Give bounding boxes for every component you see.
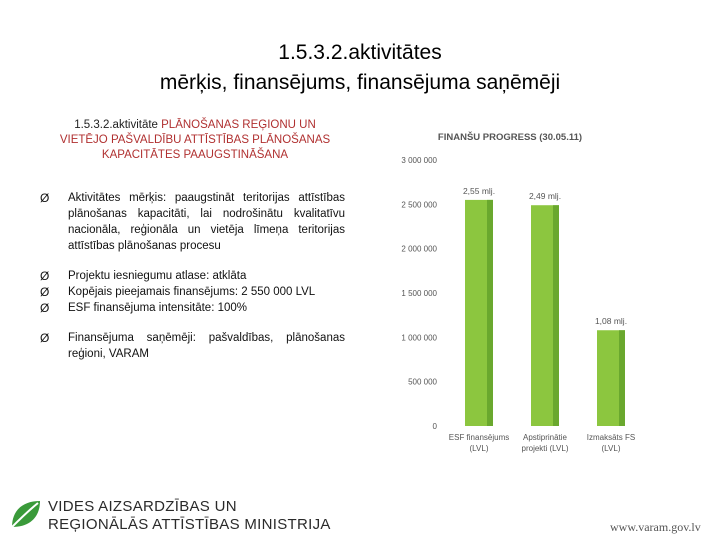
category-label: (LVL) (601, 444, 621, 453)
title-line-2: mērķis, finansējums, finansējuma saņēmēji (159, 71, 561, 94)
bullet-selection (40, 268, 345, 284)
bullet-intensity (40, 300, 345, 316)
ministry-name-line-2: REĢIONĀLĀS ATTĪSTĪBAS MINISTRIJA (48, 516, 331, 533)
leaf-logo-icon (8, 497, 44, 533)
title-line-1: 1.5.3.2.aktivitātes (278, 41, 442, 64)
activity-name-line-1: PLĀNOŠANAS REĢIONU UN (161, 119, 316, 131)
spacer (40, 316, 345, 330)
y-tick-label: 2 500 000 (401, 200, 437, 210)
y-tick-label: 500 000 (408, 377, 437, 387)
arrow-bullet-icon: Ø (40, 285, 50, 299)
activity-prefix: 1.5.3.2.aktivitāte (74, 119, 162, 131)
bar-shade (553, 205, 559, 426)
bullet-text: Kopējais pieejamais finansējums: 2 550 000 LVL (68, 286, 316, 298)
arrow-bullet-icon: Ø (40, 191, 50, 205)
bullet-list (40, 190, 345, 362)
data-label: 2,49 mlj. (528, 191, 562, 202)
category-label: ESF finansējums (448, 433, 510, 442)
arrow-bullet-icon: Ø (40, 301, 50, 315)
arrow-bullet-icon: Ø (40, 331, 50, 345)
arrow-bullet-icon: Ø (40, 269, 50, 283)
category-label: (LVL) (469, 444, 489, 453)
chart-title: FINANŠU PROGRESS (30.05.11) (437, 132, 583, 143)
y-tick-label: 1 000 000 (401, 333, 437, 343)
data-label: 2,55 mlj. (462, 185, 496, 196)
y-tick-label: 0 (432, 422, 437, 431)
bar-shade (619, 330, 625, 426)
ministry-name (48, 498, 331, 534)
bullet-text: ESF finansējuma intensitāte: 100% (68, 302, 247, 314)
bullet-text: Finansējuma saņēmēji: pašvaldības, plānošanas reģioni, VARAM (68, 332, 345, 360)
bar-shade (487, 200, 493, 426)
category-label: Izmaksāts FS (586, 433, 636, 442)
bullet-text: Projektu iesniegumu atlase: atklāta (68, 270, 247, 282)
activity-name-line-2: VIETĒJO PAŠVALDĪBU ATTĪSTĪBAS PLĀNOŠANAS (59, 134, 331, 146)
slide-title (100, 38, 620, 98)
bullet-funding (40, 284, 345, 300)
y-tick-label: 2 000 000 (401, 244, 437, 254)
bullet-recipients (40, 330, 345, 362)
website-url: www.varam.gov.lv (610, 520, 701, 534)
spacer (40, 254, 345, 268)
ministry-name-line-1: VIDES AIZSARDZĪBAS UN (48, 498, 237, 515)
category-label: Apstiprinātie (522, 433, 568, 442)
finance-progress-chart (385, 145, 675, 465)
bullet-goal (40, 190, 345, 254)
activity-heading (40, 118, 350, 163)
bullet-text: Aktivitātes mērķis: paaugstināt teritorijas attīstības plānošanas kapacitāti, lai nodrošinātu kvalitatīvu nacionāla, reģionāla un vietēja līmeņa teritorijas attīstības plānošanas procesu (68, 192, 345, 252)
y-tick-label: 3 000 000 (401, 156, 437, 165)
data-label: 1,08 mlj. (594, 316, 628, 327)
activity-name-line-3: KAPACITĀTES PAAUGSTINĀŠANA (101, 149, 289, 161)
y-tick-label: 1 500 000 (401, 289, 437, 298)
category-label: projekti (LVL) (521, 444, 569, 453)
